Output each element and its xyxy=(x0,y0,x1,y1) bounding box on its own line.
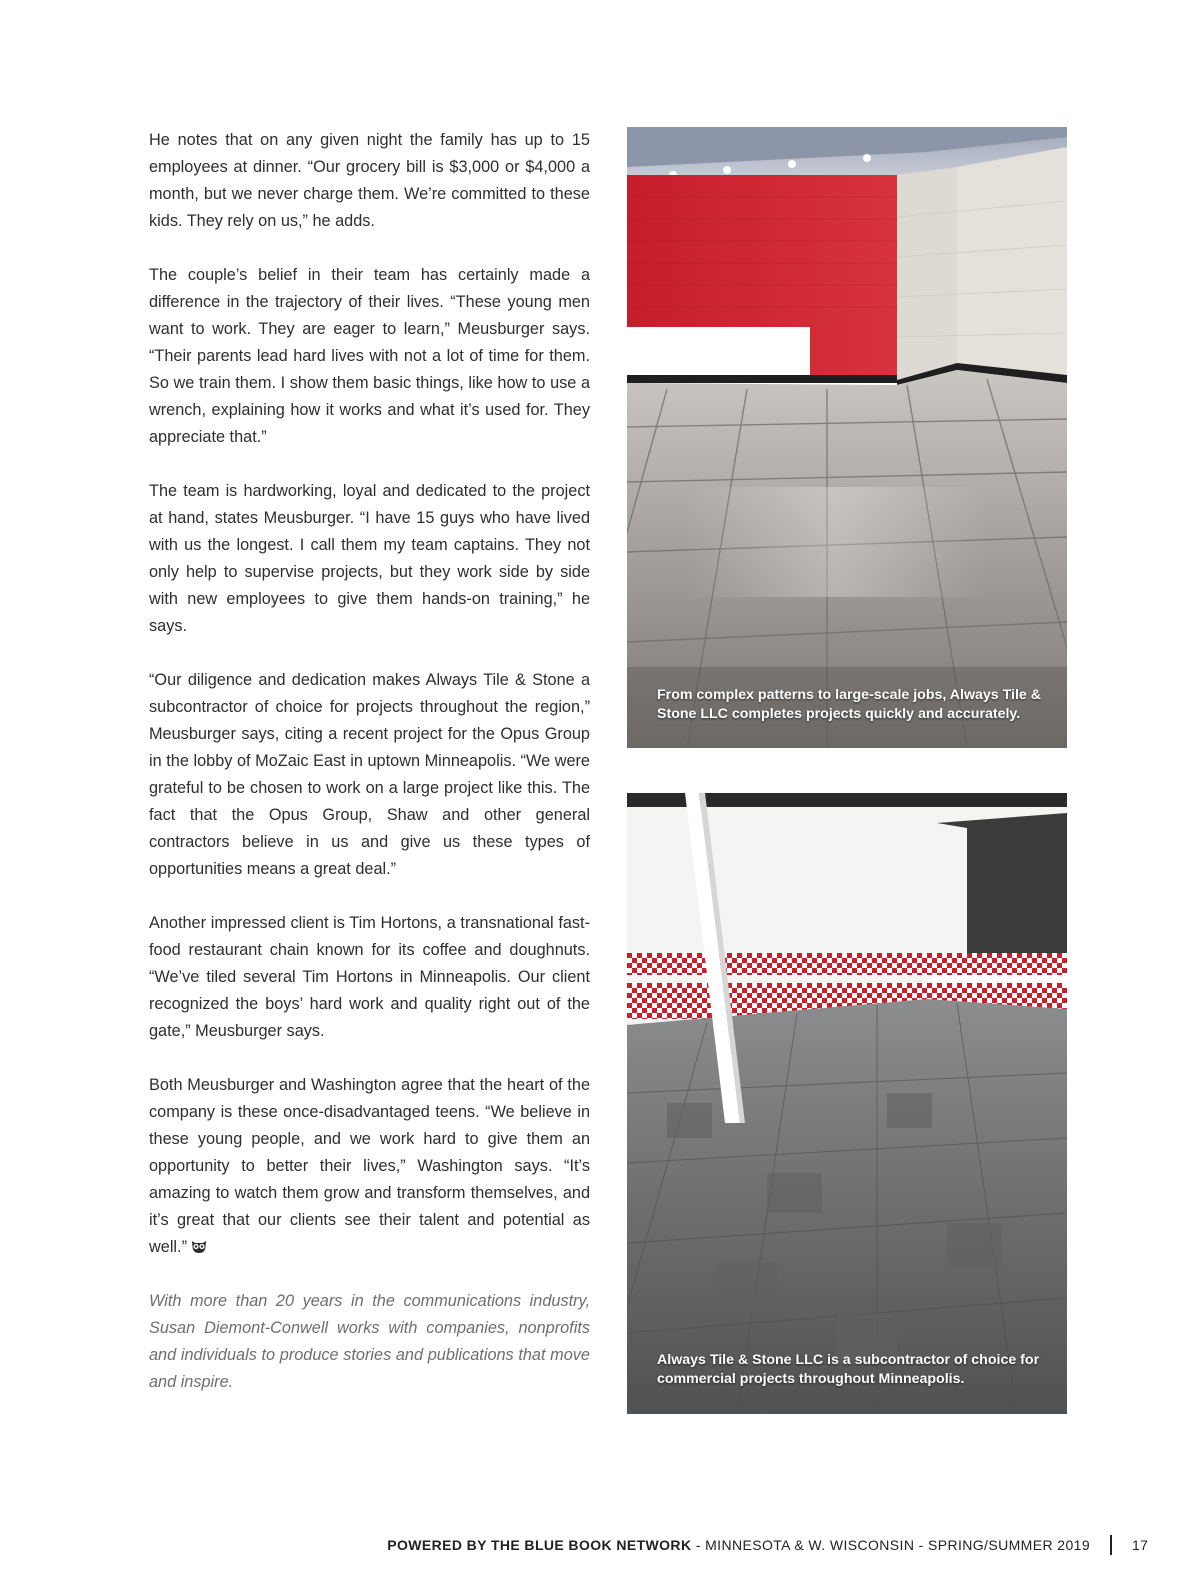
article-paragraph-4: “Our diligence and dedication makes Always Tile & Stone a subcontractor of choice for projects throughout the region,” Meusburger says, citing a recent project for the Opus Group in the lobby of MoZaic East in uptown Minneapolis. “We were grateful to be chosen to work on a large project like this. The fact that the Opus Group, Shaw and other general contractors believe in us and give us these types of opportunities means a great deal.” xyxy=(149,671,590,878)
photo-caption-1: From complex patterns to large-scale jobs, Always Tile & Stone LLC completes projects quickly and accurately. xyxy=(657,687,1041,722)
footer-edition: - MINNESOTA & W. WISCONSIN - SPRING/SUMMER 2019 xyxy=(691,1537,1090,1553)
article-paragraph-6 xyxy=(149,1072,590,1261)
article-paragraph-1: He notes that on any given night the family has up to 15 employees at dinner. “Our grocery bill is $3,000 or $4,000 a month, but we never charge them. We’re committed to these kids. They rely on us,” he adds. xyxy=(149,131,590,230)
owl-end-mark-icon xyxy=(190,1238,208,1254)
photo-red-wall-floor xyxy=(627,127,1067,748)
tile-floor-photo-1 xyxy=(627,127,1067,748)
photo-checkered-wall-floor xyxy=(627,793,1067,1414)
author-bio: With more than 20 years in the communications industry, Susan Diemont-Conwell works with companies, nonprofits and individuals to produce stories and publications that move and inspire. xyxy=(149,1292,590,1391)
article-paragraph-5: Another impressed client is Tim Hortons, a transnational fast-food restaurant chain known for its coffee and doughnuts. “We’ve tiled several Tim Hortons in Minneapolis. Our client recognized the boys’ hard work and quality right out of the gate,” Meusburger says. xyxy=(149,914,590,1040)
article-paragraph-2: The couple’s belief in their team has certainly made a difference in the trajectory of their lives. “These young men want to work. They are eager to learn,” Meusburger says. “Their parents lead hard lives with not a lot of time for them. So we train them. I show them basic things, like how to use a wrench, explaining how it works and what it’s used for. They appreciate that.” xyxy=(149,266,590,446)
tile-floor-photo-2 xyxy=(627,793,1067,1414)
page-footer xyxy=(0,1535,1200,1559)
page-number: 17 xyxy=(1132,1537,1149,1553)
closing-paragraph-text: Both Meusburger and Washington agree that the heart of the company is these once-disadvantaged teens. “We believe in these young people, and we work hard to give them an opportunity to better their lives,” Washington says. “It’s amazing to watch them grow and transform themselves, and it’s great that our clients see their talent and potential as well.” xyxy=(149,1076,590,1256)
footer-brand: POWERED BY THE BLUE BOOK NETWORK xyxy=(387,1537,692,1553)
article-column xyxy=(149,127,590,1423)
footer-line xyxy=(387,1537,1090,1553)
article-paragraph-3: The team is hardworking, loyal and dedicated to the project at hand, states Meusburger. “I have 15 guys who have lived with us the longest. I call them my team captains. They not only help to supervise projects, but they work side by side with new employees to give them hands-on training,” he says. xyxy=(149,482,590,635)
footer-divider xyxy=(1110,1535,1112,1555)
photo-caption-2: Always Tile & Stone LLC is a subcontractor of choice for commercial projects throughout Minneapolis. xyxy=(657,1352,1040,1387)
